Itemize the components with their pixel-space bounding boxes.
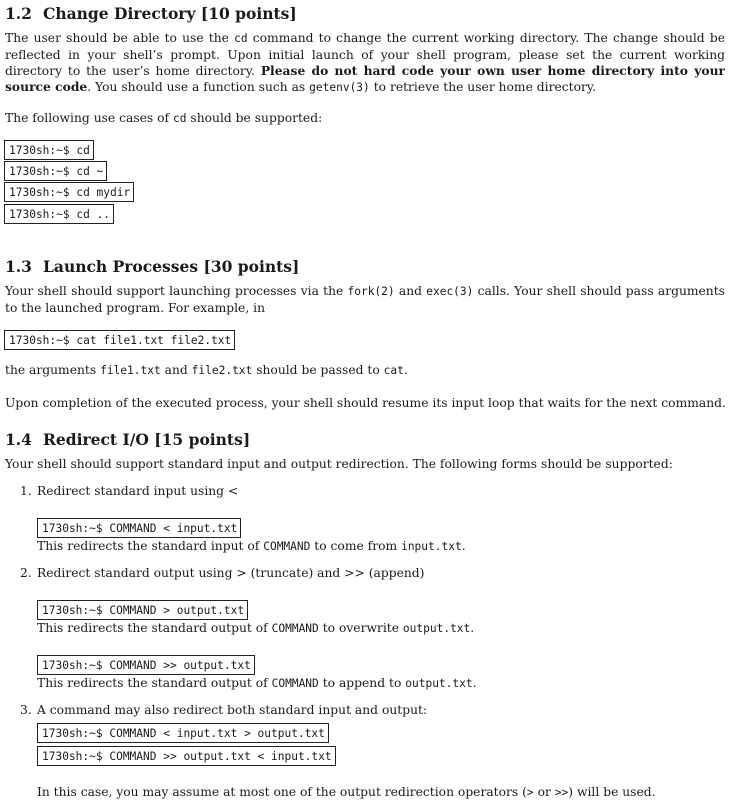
section-heading-1-3 [5, 257, 299, 276]
text: This redirects the standard output of [37, 621, 272, 635]
redirect-output-description [37, 620, 474, 637]
cd-description-paragraph [5, 30, 725, 96]
text: to append to [318, 676, 406, 690]
text: . You should use a function such as [87, 80, 310, 94]
code-file2: file2.txt [191, 364, 253, 377]
code-command: COMMAND [263, 540, 311, 553]
list-text: Redirect standard output using > (truncate) and >> (append) [37, 566, 425, 580]
section-number: 1.2 [5, 4, 32, 23]
launch-processes-paragraph [5, 283, 725, 316]
bold-warning: Please do not hard code your own user home directory into your source code [5, 63, 725, 94]
redirect-append-description [37, 675, 477, 692]
list-item-2 [20, 565, 424, 581]
code-file: output.txt [402, 622, 471, 635]
section-number: 1.3 [5, 257, 32, 276]
text: The following use cases of [5, 111, 173, 125]
code-getenv: getenv(3) [309, 81, 370, 94]
code-example-cd: 1730sh:~$ cd [4, 140, 94, 160]
code-example-cd-mydir: 1730sh:~$ cd mydir [4, 182, 134, 202]
text: ) will be used. [568, 785, 656, 799]
text: . [403, 363, 408, 377]
section-number: 1.4 [5, 430, 32, 449]
text: should be supported: [186, 111, 323, 125]
code-file: output.txt [405, 677, 473, 690]
code-example-redirect-input: 1730sh:~$ COMMAND < input.txt [37, 518, 241, 538]
section-title: Launch Processes [30 points] [43, 257, 300, 276]
list-item-1 [20, 483, 238, 499]
code-fork: fork(2) [347, 285, 395, 298]
list-number: 1. [20, 484, 32, 498]
text: the arguments [5, 363, 101, 377]
text: to retrieve the user home directory. [369, 80, 597, 94]
text: . [472, 676, 477, 690]
code-exec: exec(3) [426, 285, 474, 298]
section-title: Change Directory [10 points] [43, 4, 297, 23]
completion-paragraph: Upon completion of the executed process, your shell should resume its input loop that waits for the next command. [5, 396, 726, 410]
code-example-redirect-both-1: 1730sh:~$ COMMAND < input.txt > output.txt [37, 723, 329, 743]
closing-note [37, 784, 656, 801]
arguments-paragraph [5, 362, 725, 379]
code-example-cd-parent: 1730sh:~$ cd .. [4, 204, 114, 224]
cd-use-cases-intro [5, 110, 725, 127]
list-item-3 [20, 702, 427, 718]
code-cat: cat [383, 364, 404, 377]
text: command to change the current working directory. The change should be reflected in your shell’s prompt. Upon initial launch of your shell program, please set the current working directory to the user’s home directory. [5, 31, 726, 78]
code-command: COMMAND [271, 677, 319, 690]
section-heading-1-2 [5, 4, 297, 23]
code-example-redirect-both-2: 1730sh:~$ COMMAND >> output.txt < input.txt [37, 746, 336, 766]
text: calls. Your shell should pass arguments to the launched program. For example, in [5, 284, 725, 315]
list-number: 3. [20, 703, 32, 717]
code-file: input.txt [401, 540, 462, 553]
text: to come from [310, 539, 402, 553]
text: should be passed to [252, 363, 384, 377]
code-operator: >> [554, 786, 569, 799]
code-command: COMMAND [271, 622, 319, 635]
code-example-cd-home: 1730sh:~$ cd ~ [4, 161, 107, 181]
section-heading-1-4 [5, 430, 250, 449]
text: or [533, 785, 555, 799]
code-operator: > [526, 786, 534, 799]
redirect-input-description [37, 538, 466, 555]
list-text: A command may also redirect both standard input and output: [37, 703, 428, 717]
text: to overwrite [318, 621, 403, 635]
text: This redirects the standard input of [37, 539, 264, 553]
text: . [470, 621, 475, 635]
list-text: Redirect standard input using < [37, 484, 239, 498]
code-example-cat: 1730sh:~$ cat file1.txt file2.txt [4, 330, 235, 350]
text: and [394, 284, 427, 298]
code-example-redirect-output: 1730sh:~$ COMMAND > output.txt [37, 600, 248, 620]
text: . [461, 539, 466, 553]
code-cd: cd [173, 112, 187, 125]
list-number: 2. [20, 566, 32, 580]
text: The user should be able to use the [5, 31, 235, 45]
code-example-redirect-append: 1730sh:~$ COMMAND >> output.txt [37, 655, 255, 675]
section-title: Redirect I/O [15 points] [43, 430, 251, 449]
code-file1: file1.txt [100, 364, 161, 377]
text: and [160, 363, 192, 377]
text: This redirects the standard output of [37, 676, 272, 690]
redirect-intro: Your shell should support standard input and output redirection. The following forms should be supported: [5, 457, 673, 471]
code-cd: cd [234, 32, 248, 45]
text: In this case, you may assume at most one of the output redirection operators ( [37, 785, 527, 799]
text: Your shell should support launching processes via the [5, 284, 348, 298]
